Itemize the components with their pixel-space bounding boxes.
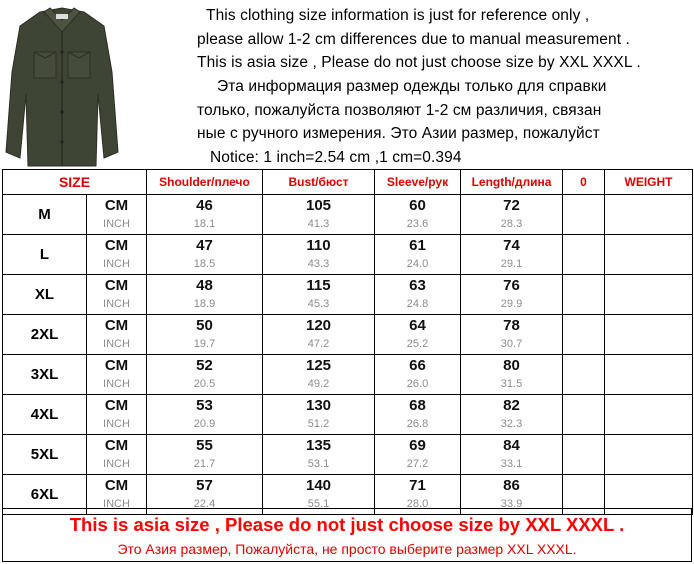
length-inch-value: 29.1 [500, 257, 523, 270]
footer-line-russian: Это Азия размер, Пожалуйста, не просто выберите размер XXL XXXL. [117, 541, 577, 557]
bust-cm-value: 110 [306, 236, 331, 254]
unit-inch-label: INCH [103, 497, 130, 510]
notice-line: только, пожалуйста позволяют 1-2 см различия, связан [197, 102, 602, 119]
sleeve-cell [375, 235, 461, 275]
size-label: XL [3, 275, 87, 315]
size-label: 4XL [3, 395, 87, 435]
bust-cell [263, 435, 375, 475]
length-cm-value: 72 [503, 196, 520, 214]
sleeve-cm-value: 68 [409, 396, 426, 414]
weight-cell [605, 435, 693, 475]
length-cell [461, 355, 563, 395]
footer-warning [2, 508, 692, 562]
unit-inch-label: INCH [103, 297, 130, 310]
zero-cell [563, 435, 605, 475]
length-inch-value: 33.9 [500, 497, 523, 510]
length-cm-value: 80 [503, 356, 520, 374]
shoulder-inch-value: 19.7 [193, 337, 216, 350]
header-sleeve: Sleeve/рук [375, 170, 461, 195]
length-cell [461, 435, 563, 475]
notice-line: Notice: 1 inch=2.54 cm ,1 cm=0.394 [210, 149, 462, 166]
table-row [3, 235, 693, 275]
zero-cell [563, 395, 605, 435]
table-row [3, 275, 693, 315]
shoulder-inch-value: 21.7 [193, 457, 216, 470]
length-inch-value: 29.9 [500, 297, 523, 310]
footer-line-english: This is asia size , Please do not just choose size by XXL XXXL . [69, 514, 625, 535]
sleeve-cell [375, 315, 461, 355]
unit-cm-label: CM [104, 396, 129, 414]
unit-cm-label: CM [104, 236, 129, 254]
table-header-row [3, 170, 693, 195]
length-inch-value: 28.3 [500, 217, 523, 230]
table-row [3, 395, 693, 435]
zero-cell [563, 355, 605, 395]
unit-cm-label: CM [104, 196, 129, 214]
length-cm-value: 82 [503, 396, 520, 414]
length-cell [461, 315, 563, 355]
sleeve-cell [375, 195, 461, 235]
sleeve-cell [375, 275, 461, 315]
weight-cell [605, 315, 693, 355]
unit-cell [87, 315, 147, 355]
length-cm-value: 84 [503, 436, 520, 454]
shoulder-cm-value: 50 [196, 316, 213, 334]
header-shoulder: Shoulder/плечо [147, 170, 263, 195]
sleeve-inch-value: 26.8 [406, 417, 429, 430]
bust-inch-value: 53.1 [307, 457, 330, 470]
unit-cm-label: CM [104, 436, 129, 454]
sleeve-cm-value: 64 [409, 316, 426, 334]
bust-cell [263, 315, 375, 355]
bust-cm-value: 130 [305, 396, 332, 414]
size-label: 6XL [3, 475, 87, 515]
shoulder-cell [147, 355, 263, 395]
shoulder-cm-value: 53 [196, 396, 213, 414]
shoulder-inch-value: 22.4 [193, 497, 216, 510]
shoulder-cm-value: 47 [196, 236, 213, 254]
table-row [3, 355, 693, 395]
shoulder-cm-value: 48 [196, 276, 213, 294]
size-label: 2XL [3, 315, 87, 355]
sleeve-cm-value: 61 [409, 236, 426, 254]
unit-cell [87, 355, 147, 395]
notice-line: please allow 1-2 cm differences due to manual measurement . [197, 31, 630, 48]
length-cm-value: 74 [503, 236, 520, 254]
shoulder-inch-value: 18.1 [193, 217, 216, 230]
weight-cell [605, 355, 693, 395]
header-zero: 0 [563, 170, 605, 195]
size-label: L [3, 235, 87, 275]
shoulder-cell [147, 435, 263, 475]
shoulder-inch-value: 20.5 [193, 377, 216, 390]
shoulder-cm-value: 55 [196, 436, 213, 454]
bust-inch-value: 45.3 [307, 297, 330, 310]
sleeve-cm-value: 63 [409, 276, 426, 294]
unit-inch-label: INCH [103, 337, 130, 350]
size-label: 5XL [3, 435, 87, 475]
bust-inch-value: 51.2 [307, 417, 330, 430]
sleeve-cm-value: 60 [409, 196, 426, 214]
weight-cell [605, 195, 693, 235]
unit-cm-label: CM [104, 356, 129, 374]
shoulder-cell [147, 395, 263, 435]
bust-cell [263, 275, 375, 315]
weight-cell [605, 235, 693, 275]
shoulder-inch-value: 20.9 [193, 417, 216, 430]
bust-cm-value: 120 [305, 316, 332, 334]
bust-cell [263, 195, 375, 235]
size-label: M [3, 195, 87, 235]
length-cell [461, 235, 563, 275]
zero-cell [563, 235, 605, 275]
unit-cm-label: CM [104, 276, 129, 294]
table-row [3, 315, 693, 355]
table-row [3, 435, 693, 475]
table-row [3, 195, 693, 235]
sleeve-inch-value: 27.2 [406, 457, 429, 470]
shoulder-cm-value: 52 [196, 356, 213, 374]
shirt-image [0, 2, 124, 168]
unit-inch-label: INCH [103, 257, 130, 270]
length-cell [461, 275, 563, 315]
length-cm-value: 86 [503, 476, 520, 494]
header [0, 0, 694, 170]
shoulder-inch-value: 18.9 [193, 297, 216, 310]
length-cell [461, 195, 563, 235]
length-cell [461, 395, 563, 435]
sleeve-inch-value: 28.0 [406, 497, 429, 510]
sleeve-cm-value: 69 [409, 436, 426, 454]
shoulder-cell [147, 275, 263, 315]
unit-cm-label: CM [104, 316, 129, 334]
zero-cell [563, 195, 605, 235]
zero-cell [563, 315, 605, 355]
length-inch-value: 33.1 [500, 457, 523, 470]
unit-cell [87, 395, 147, 435]
unit-cm-label: CM [104, 476, 129, 494]
header-size: SIZE [3, 170, 147, 195]
unit-cell [87, 235, 147, 275]
bust-cell [263, 355, 375, 395]
length-cm-value: 76 [503, 276, 520, 294]
length-inch-value: 30.7 [500, 337, 523, 350]
shoulder-cm-value: 46 [196, 196, 213, 214]
unit-cell [87, 195, 147, 235]
sleeve-inch-value: 24.8 [406, 297, 429, 310]
header-weight: WEIGHT [605, 170, 693, 195]
bust-cm-value: 115 [306, 276, 331, 294]
weight-cell [605, 395, 693, 435]
bust-cell [263, 235, 375, 275]
bust-inch-value: 47.2 [307, 337, 330, 350]
sleeve-inch-value: 25.2 [406, 337, 429, 350]
bust-inch-value: 55.1 [307, 497, 330, 510]
size-label: 3XL [3, 355, 87, 395]
sleeve-cell [375, 395, 461, 435]
sleeve-inch-value: 23.6 [406, 217, 429, 230]
bust-inch-value: 41.3 [307, 217, 330, 230]
notice-line: ные с ручного измерения. Это Азии размер, пожалуйст [197, 125, 600, 142]
size-table [2, 169, 693, 515]
unit-inch-label: INCH [103, 417, 130, 430]
bust-cm-value: 135 [305, 436, 332, 454]
bust-inch-value: 43.3 [307, 257, 330, 270]
zero-cell [563, 275, 605, 315]
unit-cell [87, 275, 147, 315]
shoulder-cell [147, 235, 263, 275]
notice-line: This clothing size information is just for reference only , [206, 7, 590, 24]
length-inch-value: 31.5 [500, 377, 523, 390]
sleeve-cell [375, 355, 461, 395]
unit-cell [87, 435, 147, 475]
unit-inch-label: INCH [103, 377, 130, 390]
header-bust: Bust/бюст [263, 170, 375, 195]
bust-inch-value: 49.2 [307, 377, 330, 390]
sleeve-inch-value: 26.0 [406, 377, 429, 390]
bust-cm-value: 140 [305, 476, 332, 494]
length-cm-value: 78 [503, 316, 520, 334]
header-length: Length/длина [461, 170, 563, 195]
shoulder-cell [147, 195, 263, 235]
sleeve-cm-value: 71 [409, 476, 426, 494]
sleeve-cell [375, 435, 461, 475]
weight-cell [605, 275, 693, 315]
sleeve-inch-value: 24.0 [406, 257, 429, 270]
length-inch-value: 32.3 [500, 417, 523, 430]
sleeve-cm-value: 66 [409, 356, 426, 374]
shoulder-inch-value: 18.5 [193, 257, 216, 270]
shoulder-cm-value: 57 [196, 476, 213, 494]
unit-inch-label: INCH [103, 217, 130, 230]
unit-inch-label: INCH [103, 457, 130, 470]
notice-line: This is asia size , Please do not just choose size by XXL XXXL . [197, 54, 641, 71]
bust-cm-value: 125 [305, 356, 332, 374]
shoulder-cell [147, 315, 263, 355]
bust-cell [263, 395, 375, 435]
bust-cm-value: 105 [305, 196, 332, 214]
notice-line: Эта информация размер одежды только для справки [217, 78, 607, 95]
